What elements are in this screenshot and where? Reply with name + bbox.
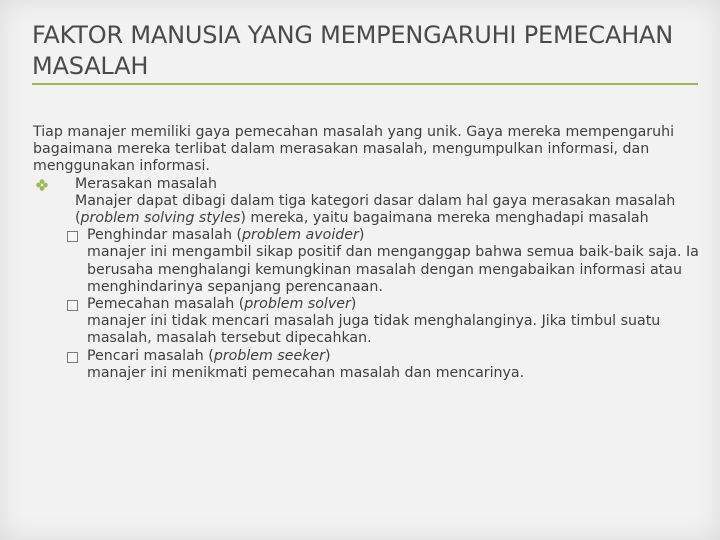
empty-square-icon	[67, 300, 78, 311]
point-description-part: Manajer dapat dibagi dalam tiga kategori dasar dalam hal gaya merasakan masalah (	[75, 192, 676, 227]
point-description-part: ) mereka, yaitu bagaimana mereka menghadapi masalah	[240, 210, 649, 227]
slide-body	[33, 124, 703, 382]
subpoint-pemecahan	[33, 296, 703, 348]
diamond-clover-icon	[35, 178, 49, 192]
subpoint-label-part: )	[324, 347, 331, 364]
subpoint-penghindar	[33, 227, 703, 296]
point-description	[75, 193, 703, 227]
subpoint-label	[87, 296, 703, 313]
subpoint-text: manajer ini mengambil sikap positif dan menganggap bahwa semua baik-baik saja. Ia berusaha menghalangi kemungkinan masalah dengan mengabaikan informasi atau menghindarinya sepanjang perencanaan.	[87, 244, 699, 295]
subpoint-label-part: )	[358, 227, 365, 244]
title-underline	[32, 83, 698, 85]
subpoint-label-emphasis: problem avoider	[242, 227, 359, 244]
subpoint-label-emphasis: problem seeker	[213, 347, 325, 364]
subpoint-label-part: Pencari masalah (	[87, 347, 214, 364]
intro-paragraph: Tiap manajer memiliki gaya pemecahan masalah yang unik. Gaya mereka mempengaruhi bagaimana mereka terlibat dalam merasakan masalah, mengumpulkan informasi, dan menggunakan informasi.	[33, 124, 675, 175]
subpoint-label-part: Penghindar masalah (	[87, 227, 243, 244]
subpoint-text: manajer ini menikmati pemecahan masalah dan mencarinya.	[87, 364, 525, 381]
subpoint-pencari	[33, 348, 703, 382]
slide-title: FAKTOR MANUSIA YANG MEMPENGARUHI PEMECAHAN MASALAH	[32, 21, 674, 80]
point-description-emphasis: problem solving styles	[80, 210, 241, 227]
empty-square-icon	[67, 231, 78, 242]
subpoint-text: manajer ini tidak mencari masalah juga tidak menghalanginya. Jika timbul suatu masalah, masalah tersebut dipecahkan.	[87, 313, 661, 347]
point-heading: Merasakan masalah	[75, 175, 217, 192]
subpoint-label-part: Pemecahan masalah (	[87, 296, 245, 313]
subpoint-label	[87, 227, 703, 244]
empty-square-icon	[67, 352, 78, 363]
subpoint-label	[87, 348, 703, 365]
subpoint-label-part: )	[350, 296, 357, 313]
point-merasakan-masalah	[33, 176, 703, 228]
subpoint-label-emphasis: problem solver	[244, 296, 351, 313]
